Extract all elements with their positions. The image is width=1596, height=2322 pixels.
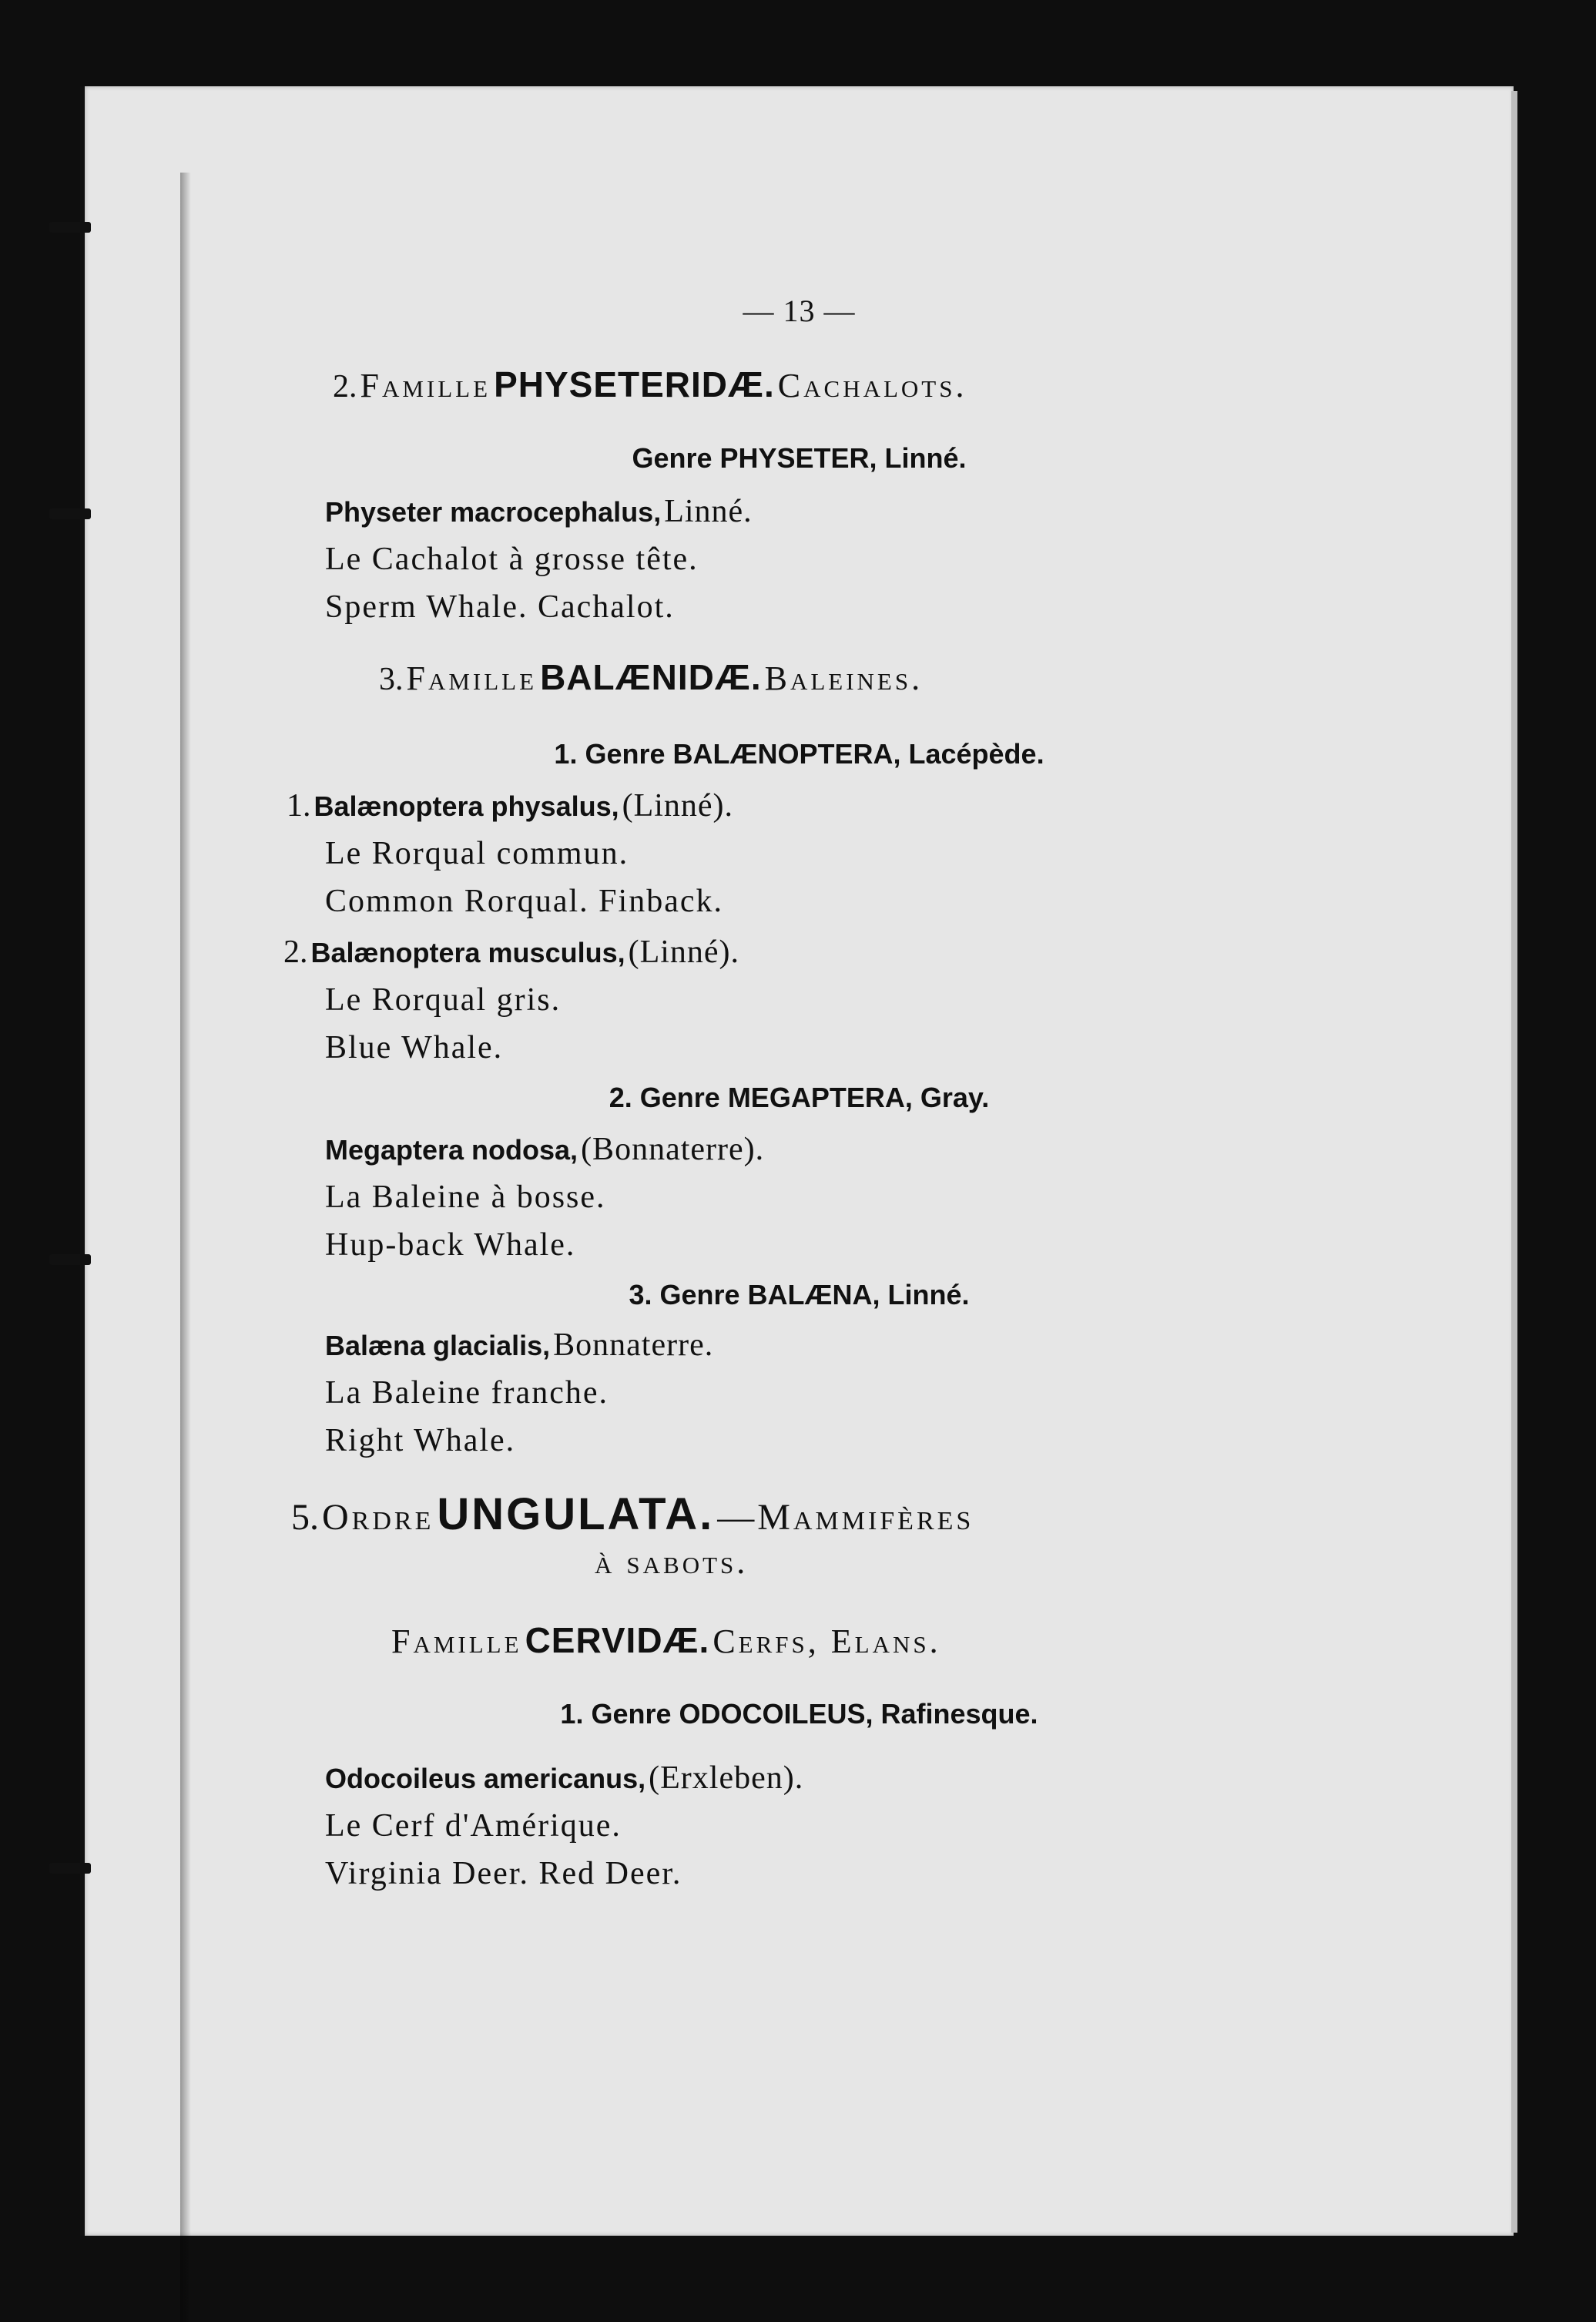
family-heading-physeteridae [333, 364, 967, 405]
species-name: Megaptera nodosa, [325, 1134, 578, 1166]
family-heading-cervidae [391, 1619, 941, 1661]
order-number: 5. [291, 1497, 319, 1538]
species-english-name: Sperm Whale. Cachalot. [325, 589, 675, 625]
order-rank: Ordre [322, 1497, 434, 1538]
species-french-name: La Baleine franche. [325, 1375, 609, 1411]
family-name: PHYSETERIDÆ. [494, 364, 775, 404]
species-number: 1. [287, 788, 311, 824]
family-common-name: Cachalots. [777, 367, 967, 404]
species-megaptera-nodosa [325, 1131, 764, 1168]
species-french-name: Le Rorqual commun. [325, 836, 629, 871]
species-author: Linné. [664, 494, 753, 529]
species-author: (Erxleben). [649, 1760, 804, 1796]
family-number: 3. [379, 662, 404, 697]
binding-clip [49, 1254, 91, 1265]
order-common-name-continued: à sabots. [595, 1543, 749, 1581]
species-french-name: Le Cachalot à grosse tête. [325, 542, 699, 577]
binding-clip [49, 508, 91, 519]
page-right-edge [1511, 91, 1517, 2233]
family-rank: Famille [360, 367, 491, 404]
binding-clip [49, 1863, 91, 1874]
family-common-name: Baleines. [764, 659, 924, 697]
species-english-name: Common Rorqual. Finback. [325, 884, 723, 919]
species-balaenoptera-musculus [283, 934, 739, 971]
species-name: Physeter macrocephalus, [325, 496, 662, 528]
genus-heading-megaptera: 2. Genre MEGAPTERA, Gray. [609, 1082, 990, 1113]
species-physeter-macrocephalus [325, 493, 753, 530]
species-english-name: Right Whale. [325, 1423, 516, 1458]
book-page [85, 86, 1514, 2236]
family-rank: Famille [406, 659, 538, 697]
genus-heading-odocoileus: 1. Genre ODOCOILEUS, Rafinesque. [560, 1698, 1038, 1730]
family-rank: Famille [391, 1622, 522, 1660]
species-author: (Linné). [628, 935, 740, 970]
family-name: CERVIDÆ. [525, 1620, 710, 1660]
species-english-name: Virginia Deer. Red Deer. [325, 1856, 682, 1891]
page-content [85, 86, 1514, 2236]
species-french-name: Le Cerf d'Amérique. [325, 1808, 622, 1844]
genus-heading-physeter: Genre PHYSETER, Linné. [632, 442, 967, 474]
family-number: 2. [333, 369, 357, 404]
species-balaena-glacialis [325, 1327, 713, 1364]
species-english-name: Hup-back Whale. [325, 1227, 576, 1263]
genus-heading-balaena: 3. Genre BALÆNA, Linné. [629, 1279, 970, 1310]
genus-heading-balaenoptera: 1. Genre BALÆNOPTERA, Lacépède. [554, 738, 1044, 770]
species-author: Bonnaterre. [553, 1327, 714, 1363]
page-number: — 13 — [743, 294, 856, 328]
species-name: Odocoileus americanus, [325, 1763, 646, 1794]
species-number: 2. [283, 935, 308, 970]
order-name: UNGULATA. [437, 1489, 715, 1539]
binding-clip [49, 222, 91, 233]
species-name: Balænoptera musculus, [310, 937, 625, 968]
order-heading-ungulata [291, 1488, 974, 1540]
species-french-name: Le Rorqual gris. [325, 982, 562, 1018]
species-english-name: Blue Whale. [325, 1030, 504, 1065]
species-author: (Linné). [622, 788, 734, 824]
species-french-name: La Baleine à bosse. [325, 1179, 606, 1215]
species-name: Balænoptera physalus, [314, 790, 619, 822]
family-heading-balaenidae [379, 656, 923, 698]
order-common-name: —Mammifères [717, 1497, 974, 1538]
species-author: (Bonnaterre). [581, 1132, 765, 1167]
species-odocoileus-americanus [325, 1760, 803, 1797]
family-name: BALÆNIDÆ. [540, 657, 762, 697]
family-common-name: Cerfs, Elans. [712, 1622, 941, 1660]
species-name: Balæna glacialis, [325, 1330, 551, 1361]
species-balaenoptera-physalus [287, 787, 733, 824]
